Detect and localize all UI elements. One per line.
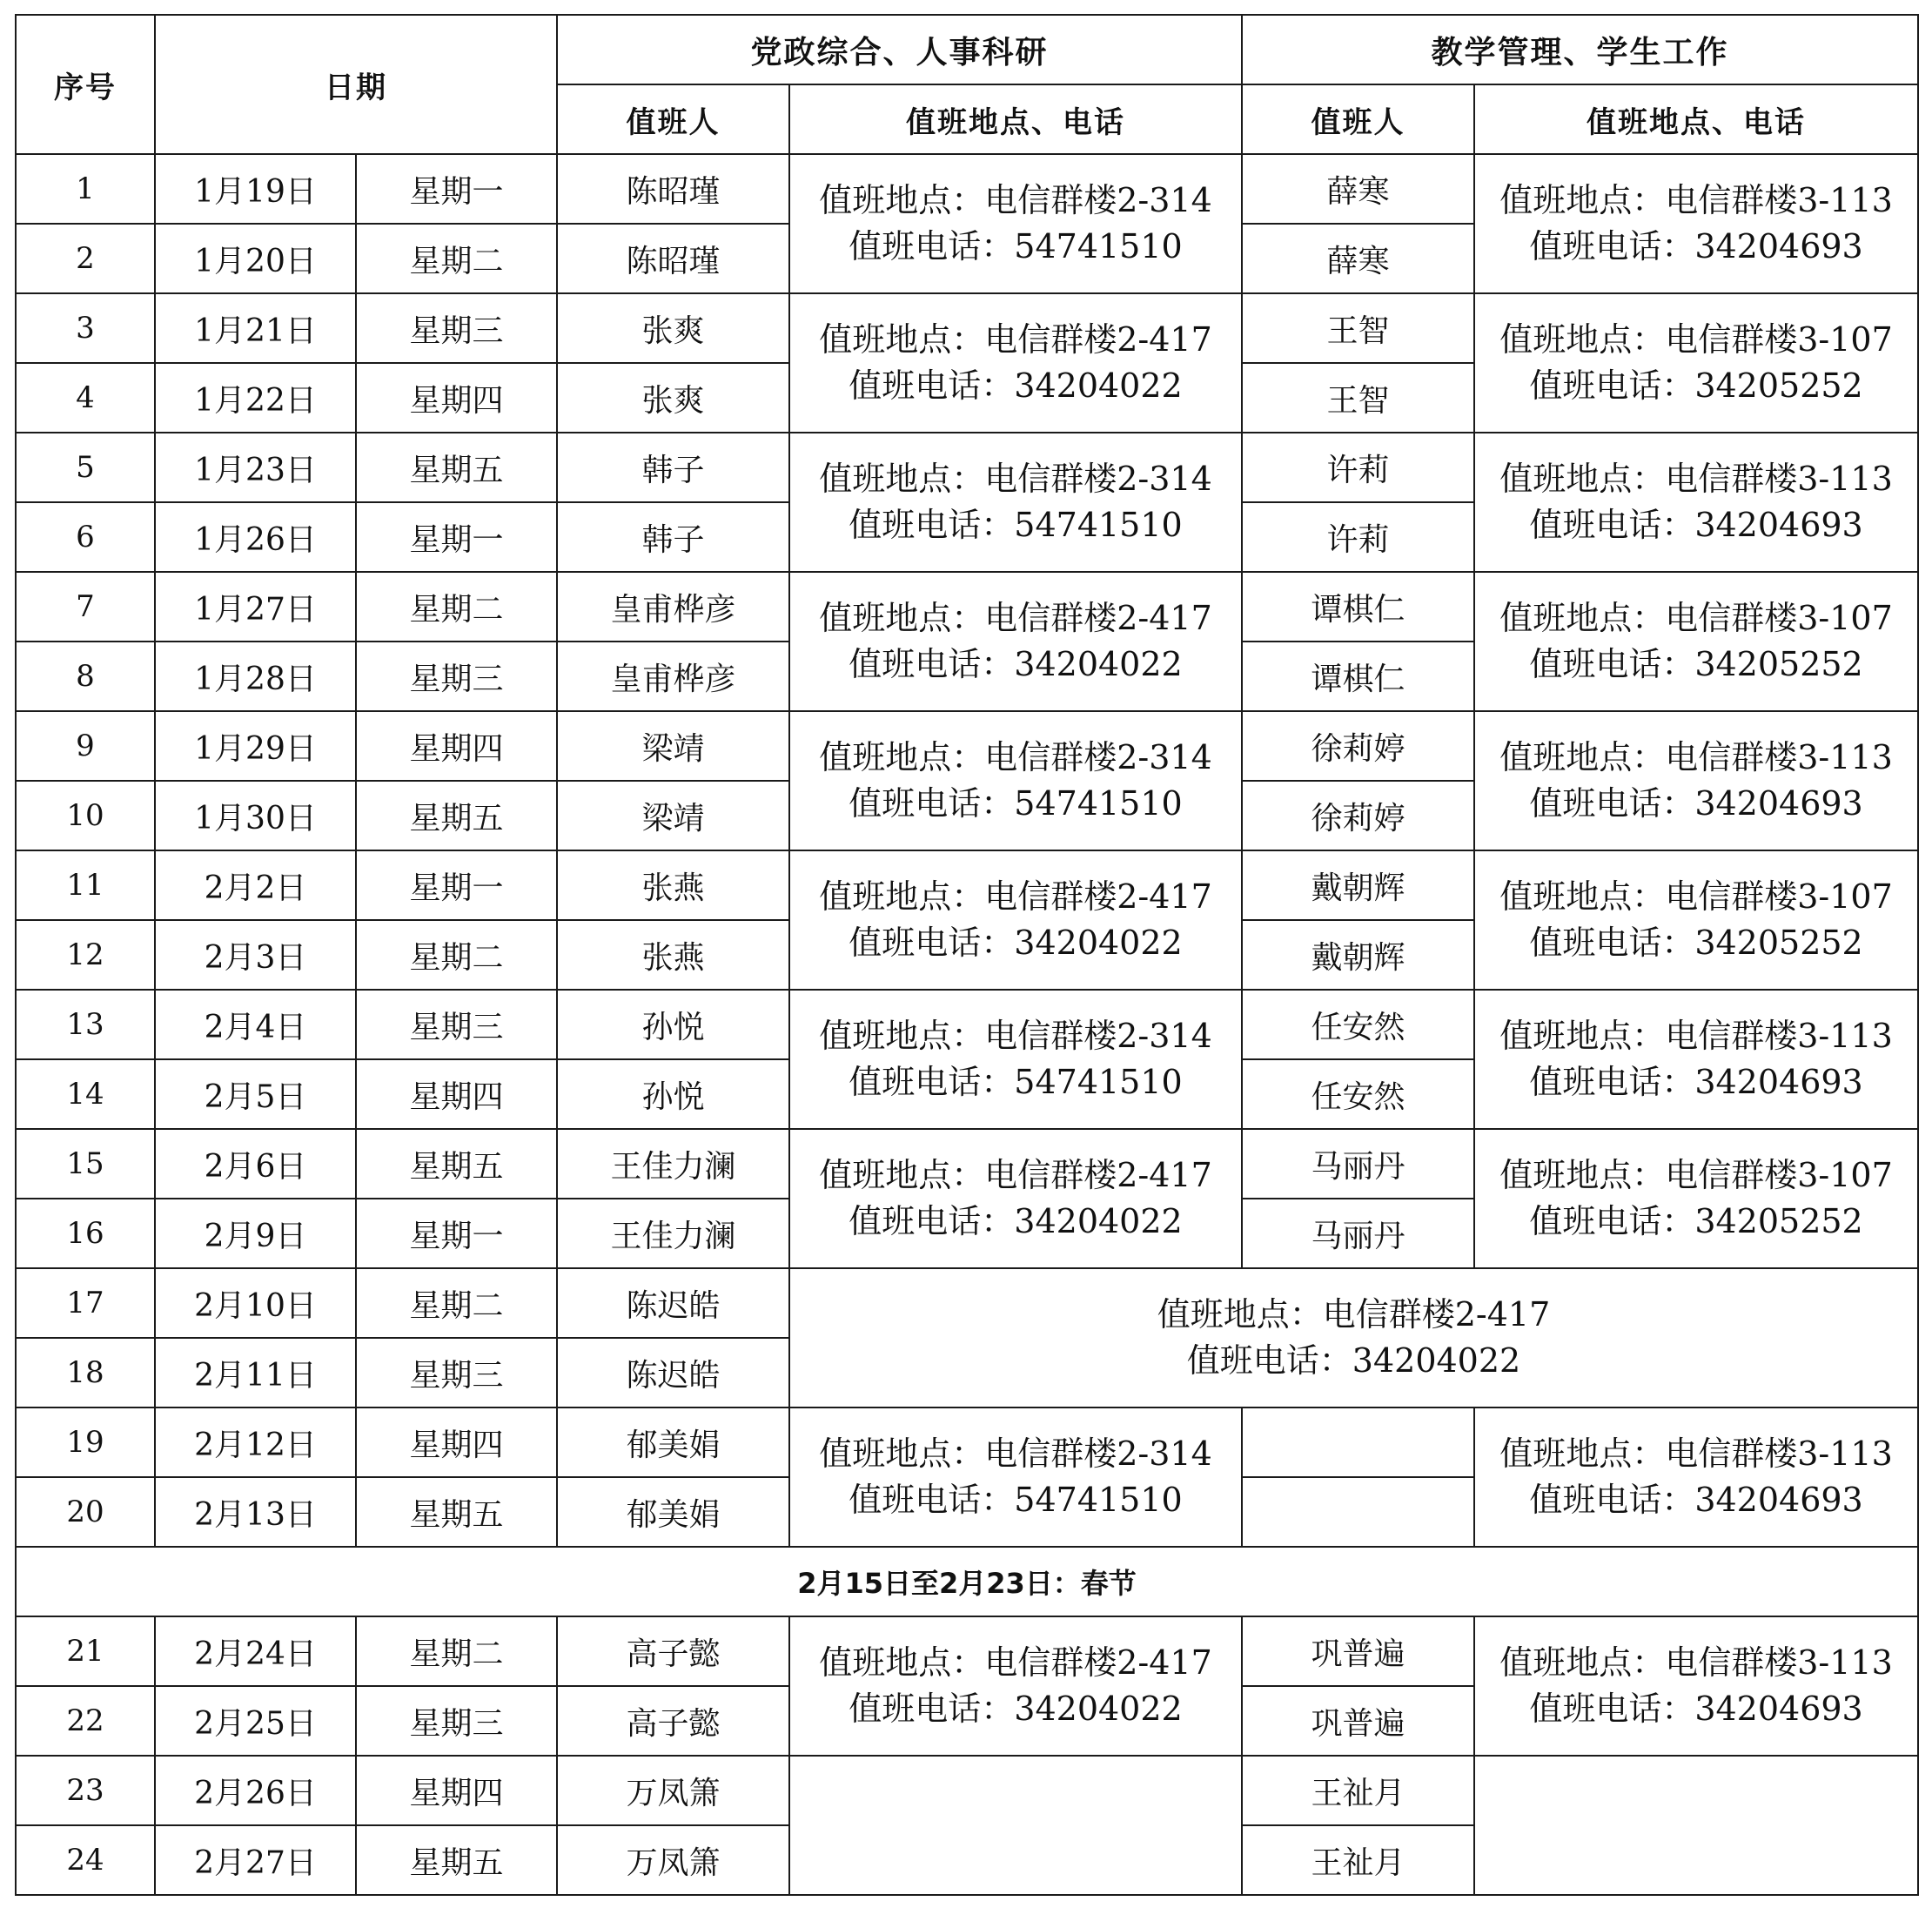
group-b-contact-cell <box>1474 154 1918 293</box>
group-a-person-cell: 陈迟皓 <box>557 1268 789 1338</box>
group-b-contact-cell <box>1474 1616 1918 1756</box>
contact-place: 值班地点：电信群楼2-417 <box>1157 1295 1551 1334</box>
date-cell: 2月13日 <box>155 1477 356 1547</box>
group-b-person-cell: 薛寒 <box>1242 154 1474 224</box>
holiday-row <box>16 1547 1918 1616</box>
group-b-contact-cell <box>1474 1129 1918 1268</box>
contact-phone: 值班电话：34204693 <box>1529 1063 1863 1101</box>
contact-phone: 值班电话：34204022 <box>849 366 1183 405</box>
contact-place: 值班地点：电信群楼2-417 <box>819 320 1212 359</box>
table-row <box>16 1129 1918 1199</box>
group-b-person-header: 值班人 <box>1242 84 1474 154</box>
seq-cell: 22 <box>16 1686 155 1756</box>
group-a-contact-cell <box>789 1407 1242 1547</box>
group-a-person-cell: 陈昭瑾 <box>557 154 789 224</box>
seq-cell: 24 <box>16 1825 155 1895</box>
group-a-person-cell: 陈昭瑾 <box>557 224 789 293</box>
seq-cell: 6 <box>16 502 155 572</box>
contact-phone: 值班电话：54741510 <box>849 506 1183 544</box>
group-b-contact-cell <box>1474 850 1918 990</box>
group-b-person-cell: 王智 <box>1242 293 1474 363</box>
contact-place: 值班地点：电信群楼2-314 <box>819 1017 1212 1055</box>
seq-cell: 4 <box>16 363 155 433</box>
group-a-contact-cell <box>789 990 1242 1129</box>
contact-phone: 值班电话：34204693 <box>1529 506 1863 544</box>
weekday-cell: 星期四 <box>356 1059 557 1129</box>
seq-cell: 20 <box>16 1477 155 1547</box>
contact-phone: 值班电话：54741510 <box>849 784 1183 823</box>
merged-contact-cell <box>789 1268 1918 1407</box>
group-a-header: 党政综合、人事科研 <box>557 15 1242 84</box>
group-a-contact-cell <box>789 154 1242 293</box>
table-row <box>16 433 1918 502</box>
weekday-cell: 星期一 <box>356 850 557 920</box>
date-cell: 1月21日 <box>155 293 356 363</box>
seq-cell: 3 <box>16 293 155 363</box>
weekday-cell: 星期四 <box>356 1756 557 1825</box>
contact-place: 值班地点：电信群楼3-113 <box>1499 1017 1893 1055</box>
group-a-person-cell: 张燕 <box>557 920 789 990</box>
weekday-cell: 星期五 <box>356 1129 557 1199</box>
header-row-top <box>16 15 1918 84</box>
seq-cell: 9 <box>16 711 155 781</box>
seq-cell: 15 <box>16 1129 155 1199</box>
weekday-cell: 星期二 <box>356 224 557 293</box>
date-cell: 1月19日 <box>155 154 356 224</box>
group-a-contact-cell <box>789 572 1242 711</box>
table-row <box>16 1407 1918 1477</box>
group-b-person-cell: 王祉月 <box>1242 1825 1474 1895</box>
seq-cell: 23 <box>16 1756 155 1825</box>
seq-cell: 18 <box>16 1338 155 1407</box>
contact-place: 值班地点：电信群楼2-417 <box>819 1643 1212 1682</box>
group-a-person-cell: 万凤箫 <box>557 1825 789 1895</box>
group-a-contact-cell <box>789 433 1242 572</box>
group-a-contact-cell <box>789 850 1242 990</box>
date-cell: 1月30日 <box>155 781 356 850</box>
seq-cell: 2 <box>16 224 155 293</box>
contact-place: 值班地点：电信群楼2-314 <box>819 181 1212 219</box>
group-a-person-cell: 张爽 <box>557 293 789 363</box>
contact-place: 值班地点：电信群楼2-314 <box>819 460 1212 498</box>
group-b-person-cell: 许莉 <box>1242 433 1474 502</box>
duty-roster-table <box>15 14 1919 1896</box>
table-row <box>16 1616 1918 1686</box>
contact-place: 值班地点：电信群楼2-314 <box>819 738 1212 776</box>
weekday-cell: 星期一 <box>356 502 557 572</box>
contact-place: 值班地点：电信群楼2-417 <box>819 1156 1212 1194</box>
group-b-person-cell: 王智 <box>1242 363 1474 433</box>
group-b-person-cell: 徐莉婷 <box>1242 711 1474 781</box>
group-a-person-cell: 郁美娟 <box>557 1477 789 1547</box>
group-b-contact-cell <box>1474 990 1918 1129</box>
holiday-note: 2月15日至2月23日：春节 <box>16 1547 1918 1616</box>
group-a-contact-cell <box>789 293 1242 433</box>
contact-phone: 值班电话：34205252 <box>1529 924 1863 962</box>
date-cell: 2月2日 <box>155 850 356 920</box>
seq-header: 序号 <box>16 15 155 154</box>
weekday-cell: 星期三 <box>356 642 557 711</box>
group-b-person-cell: 马丽丹 <box>1242 1199 1474 1268</box>
group-b-person-cell: 巩普遍 <box>1242 1616 1474 1686</box>
seq-cell: 8 <box>16 642 155 711</box>
date-cell: 2月24日 <box>155 1616 356 1686</box>
contact-place: 值班地点：电信群楼3-113 <box>1499 460 1893 498</box>
group-a-person-header: 值班人 <box>557 84 789 154</box>
weekday-cell: 星期三 <box>356 293 557 363</box>
date-cell: 1月27日 <box>155 572 356 642</box>
group-a-person-cell: 张燕 <box>557 850 789 920</box>
contact-place: 值班地点：电信群楼3-113 <box>1499 1434 1893 1473</box>
seq-cell: 14 <box>16 1059 155 1129</box>
group-a-person-cell: 韩子 <box>557 502 789 572</box>
group-b-person-cell: 任安然 <box>1242 1059 1474 1129</box>
date-cell: 2月10日 <box>155 1268 356 1338</box>
date-cell: 2月6日 <box>155 1129 356 1199</box>
group-b-contact-cell <box>1474 572 1918 711</box>
weekday-cell: 星期二 <box>356 920 557 990</box>
contact-phone: 值班电话：34204022 <box>1186 1341 1521 1380</box>
group-a-person-cell: 皇甫桦彦 <box>557 572 789 642</box>
date-cell: 2月26日 <box>155 1756 356 1825</box>
contact-phone: 值班电话：34204693 <box>1529 1690 1863 1728</box>
weekday-cell: 星期二 <box>356 572 557 642</box>
weekday-cell: 星期三 <box>356 1686 557 1756</box>
group-b-person-cell: 许莉 <box>1242 502 1474 572</box>
group-a-person-cell: 梁靖 <box>557 711 789 781</box>
group-a-person-cell: 郁美娟 <box>557 1407 789 1477</box>
date-cell: 2月3日 <box>155 920 356 990</box>
date-cell: 1月29日 <box>155 711 356 781</box>
weekday-cell: 星期三 <box>356 1338 557 1407</box>
group-b-contact-cell <box>1474 1407 1918 1547</box>
group-b-person-cell: 巩普遍 <box>1242 1686 1474 1756</box>
seq-cell: 10 <box>16 781 155 850</box>
group-a-person-cell: 高子懿 <box>557 1616 789 1686</box>
group-a-person-cell: 王佳力澜 <box>557 1129 789 1199</box>
group-b-person-cell: 谭棋仁 <box>1242 642 1474 711</box>
contact-place: 值班地点：电信群楼3-107 <box>1499 1156 1893 1194</box>
weekday-cell: 星期一 <box>356 1199 557 1268</box>
contact-phone: 值班电话：34205252 <box>1529 366 1863 405</box>
table-row <box>16 293 1918 363</box>
table-row <box>16 154 1918 224</box>
weekday-cell: 星期五 <box>356 781 557 850</box>
group-b-contact-cell <box>1474 711 1918 850</box>
contact-phone: 值班电话：34204022 <box>849 645 1183 683</box>
table-row <box>16 990 1918 1059</box>
weekday-cell: 星期二 <box>356 1616 557 1686</box>
group-a-contact-cell <box>789 1129 1242 1268</box>
contact-phone: 值班电话：34204022 <box>849 924 1183 962</box>
group-b-header: 教学管理、学生工作 <box>1242 15 1918 84</box>
group-b-person-cell: 薛寒 <box>1242 224 1474 293</box>
group-b-person-cell: 马丽丹 <box>1242 1129 1474 1199</box>
group-a-contact-cell <box>789 1756 1242 1895</box>
group-b-contact-cell <box>1474 1756 1918 1895</box>
contact-place: 值班地点：电信群楼2-417 <box>819 599 1212 637</box>
table-row <box>16 1268 1918 1338</box>
group-a-person-cell: 孙悦 <box>557 1059 789 1129</box>
contact-place: 值班地点：电信群楼3-107 <box>1499 877 1893 916</box>
date-cell: 2月5日 <box>155 1059 356 1129</box>
weekday-cell: 星期四 <box>356 711 557 781</box>
group-a-person-cell: 孙悦 <box>557 990 789 1059</box>
contact-phone: 值班电话：34204693 <box>1529 227 1863 265</box>
group-a-contact-cell <box>789 1616 1242 1756</box>
seq-cell: 7 <box>16 572 155 642</box>
contact-phone: 值班电话：54741510 <box>849 1481 1183 1519</box>
group-a-person-cell: 皇甫桦彦 <box>557 642 789 711</box>
group-b-contact-cell <box>1474 293 1918 433</box>
contact-phone: 值班电话：34204022 <box>849 1202 1183 1240</box>
contact-phone: 值班电话：34204693 <box>1529 784 1863 823</box>
contact-phone: 值班电话：34205252 <box>1529 645 1863 683</box>
date-header: 日期 <box>155 15 557 154</box>
contact-place: 值班地点：电信群楼3-113 <box>1499 738 1893 776</box>
date-cell: 2月9日 <box>155 1199 356 1268</box>
date-cell: 1月22日 <box>155 363 356 433</box>
weekday-cell: 星期一 <box>356 154 557 224</box>
group-a-contact-cell <box>789 711 1242 850</box>
weekday-cell: 星期五 <box>356 1825 557 1895</box>
group-a-person-cell: 高子懿 <box>557 1686 789 1756</box>
table-row <box>16 711 1918 781</box>
contact-place: 值班地点：电信群楼3-107 <box>1499 599 1893 637</box>
group-b-person-cell <box>1242 1477 1474 1547</box>
date-cell: 1月20日 <box>155 224 356 293</box>
contact-place: 值班地点：电信群楼3-113 <box>1499 1643 1893 1682</box>
contact-phone: 值班电话：54741510 <box>849 1063 1183 1101</box>
seq-cell: 17 <box>16 1268 155 1338</box>
date-cell: 2月4日 <box>155 990 356 1059</box>
date-cell: 2月27日 <box>155 1825 356 1895</box>
group-b-contact-cell <box>1474 433 1918 572</box>
contact-phone: 值班电话：54741510 <box>849 227 1183 265</box>
seq-cell: 21 <box>16 1616 155 1686</box>
seq-cell: 5 <box>16 433 155 502</box>
contact-place: 值班地点：电信群楼3-107 <box>1499 320 1893 359</box>
table-row <box>16 850 1918 920</box>
weekday-cell: 星期五 <box>356 1477 557 1547</box>
group-b-person-cell: 戴朝辉 <box>1242 850 1474 920</box>
group-a-person-cell: 张爽 <box>557 363 789 433</box>
seq-cell: 13 <box>16 990 155 1059</box>
group-a-person-cell: 王佳力澜 <box>557 1199 789 1268</box>
group-a-person-cell: 万凤箫 <box>557 1756 789 1825</box>
group-a-person-cell: 陈迟皓 <box>557 1338 789 1407</box>
weekday-cell: 星期四 <box>356 1407 557 1477</box>
contact-phone: 值班电话：34204693 <box>1529 1481 1863 1519</box>
group-a-contact-header: 值班地点、电话 <box>789 84 1242 154</box>
seq-cell: 19 <box>16 1407 155 1477</box>
date-cell: 1月26日 <box>155 502 356 572</box>
group-b-person-cell: 王祉月 <box>1242 1756 1474 1825</box>
seq-cell: 16 <box>16 1199 155 1268</box>
weekday-cell: 星期二 <box>356 1268 557 1338</box>
contact-phone: 值班电话：34204022 <box>849 1690 1183 1728</box>
group-b-person-cell: 戴朝辉 <box>1242 920 1474 990</box>
group-b-person-cell <box>1242 1407 1474 1477</box>
date-cell: 2月25日 <box>155 1686 356 1756</box>
contact-place: 值班地点：电信群楼2-314 <box>819 1434 1212 1473</box>
seq-cell: 12 <box>16 920 155 990</box>
date-cell: 1月23日 <box>155 433 356 502</box>
group-b-person-cell: 谭棋仁 <box>1242 572 1474 642</box>
seq-cell: 11 <box>16 850 155 920</box>
group-b-contact-header: 值班地点、电话 <box>1474 84 1918 154</box>
contact-place: 值班地点：电信群楼3-113 <box>1499 181 1893 219</box>
weekday-cell: 星期五 <box>356 433 557 502</box>
group-b-person-cell: 徐莉婷 <box>1242 781 1474 850</box>
table-row <box>16 1756 1918 1825</box>
group-b-person-cell: 任安然 <box>1242 990 1474 1059</box>
date-cell: 1月28日 <box>155 642 356 711</box>
seq-cell: 1 <box>16 154 155 224</box>
contact-place: 值班地点：电信群楼2-417 <box>819 877 1212 916</box>
group-a-person-cell: 梁靖 <box>557 781 789 850</box>
date-cell: 2月12日 <box>155 1407 356 1477</box>
weekday-cell: 星期四 <box>356 363 557 433</box>
weekday-cell: 星期三 <box>356 990 557 1059</box>
contact-phone: 值班电话：34205252 <box>1529 1202 1863 1240</box>
date-cell: 2月11日 <box>155 1338 356 1407</box>
table-row <box>16 572 1918 642</box>
group-a-person-cell: 韩子 <box>557 433 789 502</box>
